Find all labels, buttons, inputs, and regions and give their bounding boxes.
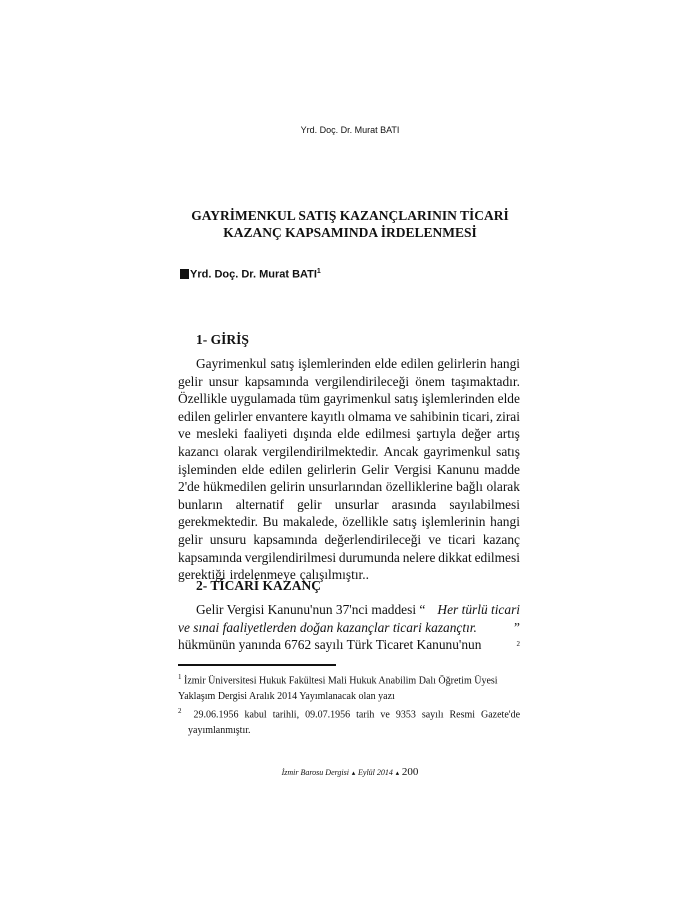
word: hangi [490, 514, 520, 530]
issue-date: Eylül 2014 [358, 768, 393, 777]
text-line [178, 531, 520, 549]
word: unsurlarından [308, 479, 383, 495]
word: madde [484, 461, 520, 477]
word: gerekmektedir. [178, 514, 258, 530]
word: tüm [299, 391, 320, 407]
word: ticari [448, 531, 476, 547]
word: vergilendirilmesi [244, 549, 337, 565]
footnote-1 [178, 670, 520, 704]
footnote-text: 29.06.1956 kabul tarihli, 09.07.1956 tarih ve 9353 sayılı Resmi Gazete'de [193, 709, 521, 721]
footnote-number: 2 [178, 707, 182, 716]
word: mesleki [196, 426, 238, 442]
text-line [178, 408, 520, 426]
text-line [178, 355, 520, 373]
word: edilen [400, 356, 434, 371]
section1-paragraph [178, 355, 520, 584]
word: dışında [293, 426, 332, 442]
footnote-text: İzmir Üniversitesi Hukuk Fakültesi Mali Hukuk Anabilim Dalı Öğretim Üyesi [184, 675, 498, 687]
word: Bu [262, 514, 279, 530]
quote-text: ve sınai faaliyetlerden doğan kazançlar ticari kazançtır. [178, 619, 477, 635]
word: dikkat [438, 549, 472, 565]
word: elde [374, 356, 398, 371]
word: satış [393, 514, 417, 530]
text-line [178, 443, 520, 461]
word: ve [428, 531, 441, 547]
section-heading-1: 1- GİRİŞ [196, 332, 249, 347]
author-name: Yrd. Doç. Dr. Murat BATI [190, 268, 317, 281]
word: edilmesi [365, 426, 411, 442]
word: şartıyla [416, 426, 456, 442]
word: faaliyeti [243, 426, 288, 442]
word: arasında [391, 496, 437, 512]
word: taşımaktadır. [451, 373, 520, 389]
journal-name: İzmir Barosu Dergisi [281, 768, 349, 777]
text-line [178, 619, 520, 637]
text-line [178, 478, 520, 496]
word: kapsamında [244, 373, 309, 389]
word: gerektiği [178, 567, 226, 583]
word: değer [461, 426, 492, 442]
footnote-ref: 1 [316, 268, 321, 275]
word: nelere [402, 549, 436, 565]
text-line [178, 373, 520, 391]
word: edilen [178, 408, 211, 424]
word: gayrimenkul [423, 443, 492, 459]
word: gelirin [270, 479, 306, 495]
quote-text: Her türlü ticari [437, 602, 520, 617]
word: Özellikle [178, 391, 228, 407]
word: elde [337, 426, 360, 442]
word: gelirlerin [307, 461, 357, 477]
word: Vergisi [393, 461, 432, 477]
word: Gelir [361, 461, 389, 477]
word: satış [270, 356, 295, 371]
word: vergilendirilmektedir. [262, 443, 379, 459]
text-line [178, 425, 520, 443]
word: kapsamında [253, 531, 318, 547]
word: satış [394, 391, 419, 407]
word: gelir [297, 496, 322, 512]
word: hükmedilen [203, 479, 267, 495]
word: bunların [178, 496, 223, 512]
word: artış [496, 426, 520, 442]
word: satış [496, 443, 520, 459]
word: bağlı [456, 479, 483, 495]
word: Kanunu [436, 461, 480, 477]
word: 2'de [178, 479, 200, 495]
word: uygulamada [230, 391, 296, 407]
footnote-2-cont: yayımlanmıştır. [188, 725, 251, 737]
word: ve [394, 408, 407, 424]
footnote-rule [178, 664, 336, 666]
text-line [178, 496, 520, 514]
word: işleminden [178, 461, 237, 477]
section2-paragraph [178, 601, 520, 654]
word: irdelenmeye [229, 567, 296, 583]
page-number: 200 [401, 766, 419, 778]
text-line [178, 461, 520, 479]
word: gelir [178, 373, 203, 389]
word: Ancak [383, 443, 419, 459]
word: değerlendirileceği [324, 531, 422, 547]
word: gelir [178, 531, 203, 547]
separator: ▴ [351, 769, 356, 777]
word: unsuru [209, 531, 247, 547]
word: gelirler [213, 408, 253, 424]
word: özellikle [342, 514, 389, 530]
word: kayıtlı [310, 408, 345, 424]
word: gelirlerin [437, 356, 487, 371]
word: işlemlerinden [298, 356, 371, 371]
word: çalışılmıştır.. [299, 567, 369, 583]
separator: ▴ [395, 769, 400, 777]
word: özelliklerine [385, 479, 453, 495]
word: unsurlar [334, 496, 379, 512]
section-heading-2: 2- TİCARİ KAZANÇ [196, 578, 322, 593]
title-line: GAYRİMENKUL SATIŞ KAZANÇLARININ TİCARİ [191, 208, 509, 223]
word: zirai [496, 408, 520, 424]
word: hangi [490, 356, 520, 371]
word: olarak [223, 443, 258, 459]
text: ” [514, 619, 520, 635]
word: olarak [486, 479, 520, 495]
word: unsur [208, 373, 239, 389]
text-line [178, 601, 520, 619]
word: gayrimenkul [323, 391, 391, 407]
word: kazancı [178, 443, 219, 459]
word: kazanç [482, 531, 520, 547]
word: edilmesi [474, 549, 520, 565]
word: kapsamında [178, 549, 242, 565]
word: durumunda [338, 549, 400, 565]
running-header: Yrd. Doç. Dr. Murat BATI [300, 125, 400, 135]
word: edilen [269, 461, 303, 477]
text-line [178, 390, 520, 408]
text-line [178, 636, 520, 654]
text: Gelir Vergisi Kanunu'nun 37'nci maddesi “ [196, 602, 426, 617]
word: alternatif [235, 496, 285, 512]
word: vergilendirileceği [314, 373, 410, 389]
footnote-2 [178, 704, 520, 723]
bullet-icon [180, 269, 189, 279]
word: envantere [255, 408, 308, 424]
text-line [178, 513, 520, 531]
word: Gayrimenkul [196, 356, 267, 371]
word: elde [241, 461, 265, 477]
text: hükmünün yanında 6762 sayılı Türk Ticaret Kanunu'nun [178, 637, 482, 653]
article-title [150, 207, 550, 241]
author-line [180, 268, 321, 281]
footnote-number: 1 [178, 673, 182, 681]
footnotes [178, 670, 520, 739]
word: makalede, [282, 514, 338, 530]
footnote-text: Yaklaşım Dergisi Aralık 2014 Yayımlanacak olan yazı [178, 690, 395, 702]
page-footer [0, 766, 700, 778]
word: elde [497, 391, 520, 407]
title-line: KAZANÇ KAPSAMINDA İRDELENMESİ [223, 225, 477, 240]
word: ticari, [462, 408, 494, 424]
word: sayılabilmesi [449, 496, 520, 512]
word: ve [178, 426, 191, 442]
word: olmama [348, 408, 392, 424]
text-line [178, 549, 520, 567]
word: işlemlerinin [421, 514, 486, 530]
word: sahibinin [410, 408, 460, 424]
word: işlemlerinden [421, 391, 495, 407]
footnote-ref: 2 [516, 640, 520, 649]
word: önem [415, 373, 445, 389]
